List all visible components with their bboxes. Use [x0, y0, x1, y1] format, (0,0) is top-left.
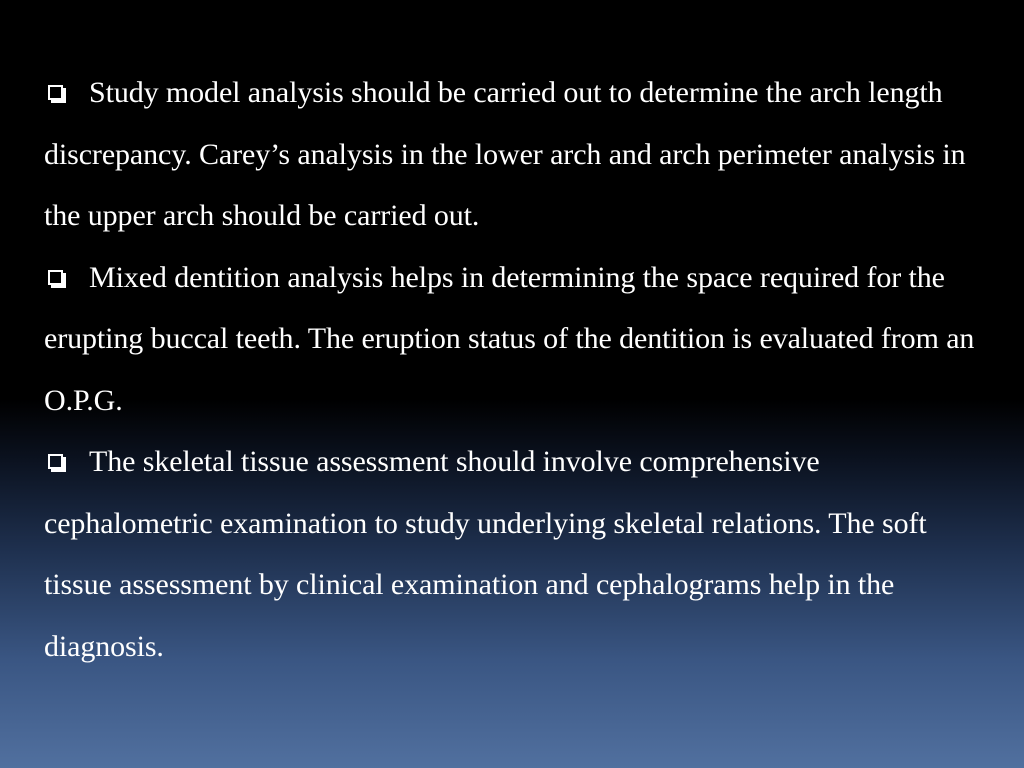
bullet-skeletal-assessment [44, 431, 994, 677]
bullet-mixed-dentition [44, 247, 994, 432]
bullet-study-model [44, 62, 994, 247]
checkbox-square-icon [48, 454, 63, 469]
slide-body [44, 62, 994, 677]
bullet-text: Mixed dentition analysis helps in determining the space required for the erupting buccal teeth. The eruption status of the dentition is evaluated from an O.P.G. [44, 260, 975, 417]
checkbox-square-icon [48, 270, 63, 285]
bullet-text: The skeletal tissue assessment should involve comprehensive cephalometric examination to study underlying skeletal relations. The soft tissue assessment by clinical examination and cephalograms help in the diagnosis. [44, 445, 927, 663]
checkbox-square-icon [48, 85, 63, 100]
bullet-text: Study model analysis should be carried out to determine the arch length discrepancy. Carey’s analysis in the lower arch and arch perimeter analysis in the upper arch should be carried out. [44, 76, 966, 232]
